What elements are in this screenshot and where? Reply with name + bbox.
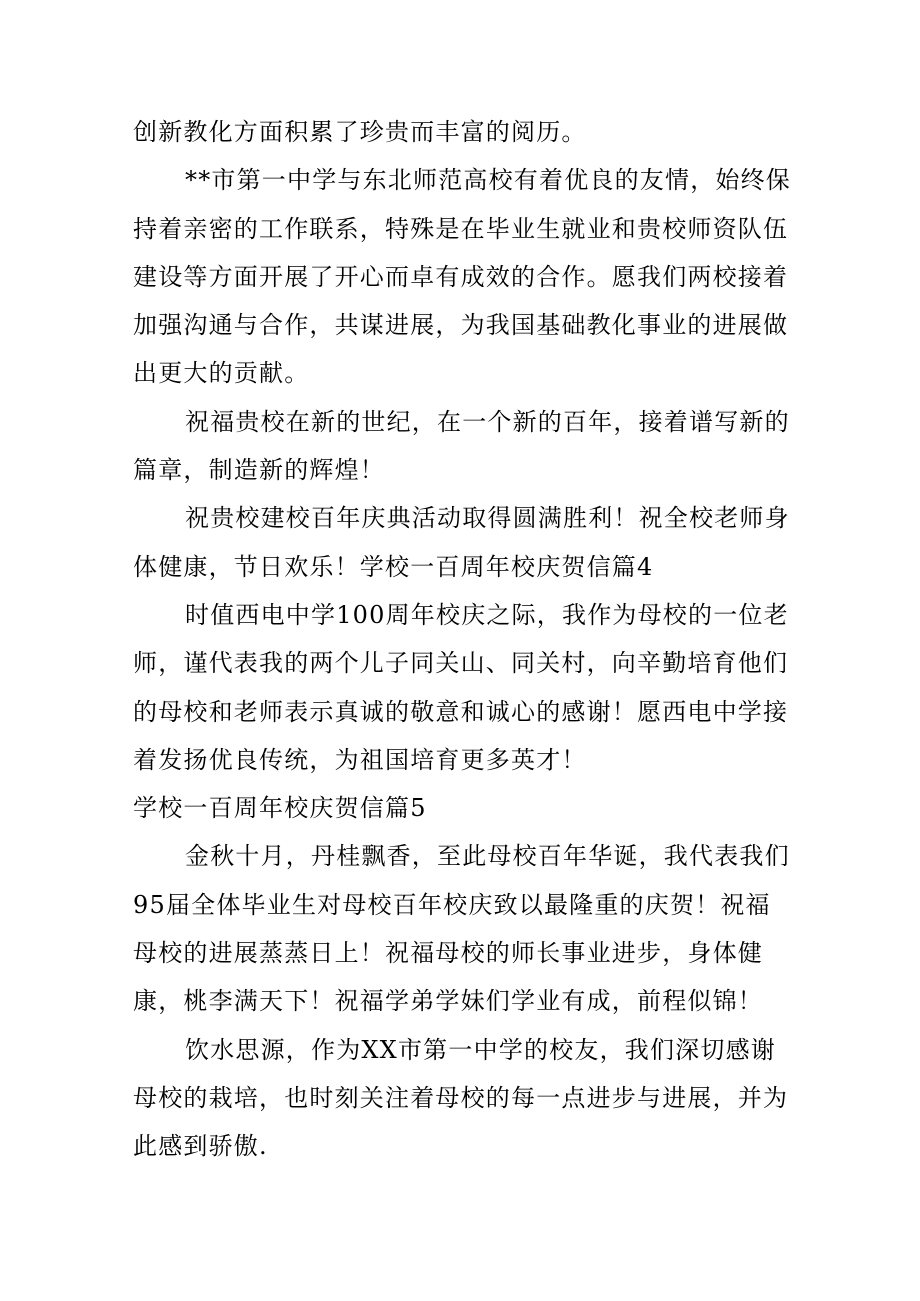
paragraph: 创新教化方面积累了珍贵而丰富的阅历。 [133, 118, 587, 146]
paragraph: 饮水思源，作为XX市第一中学的校友，我们深切感谢母校的栽培，也时刻关注着母校的每一点进步与进展，并为此感到骄傲. [133, 1035, 789, 1161]
paragraph: 祝福贵校在新的世纪，在一个新的百年，接着谱写新的篇章，制造新的辉煌！ [133, 407, 790, 485]
paragraph: 金秋十月，丹桂飘香，至此母校百年华诞，我代表我们95届全体毕业生对母校百年校庆致以最隆重的庆贺！祝福母校的进展蒸蒸日上！祝福母校的师长事业进步，身体健康，桃李满天下！祝福学弟学妹们学业有成，前程似锦！ [133, 842, 790, 1016]
section-heading: 学校一百周年校庆贺信篇5 [133, 794, 427, 823]
paragraph: **市第一中学与东北师范高校有着优良的友情，始终保持着亲密的工作联系，特殊是在毕业生就业和贵校师资队伍建设等方面开展了开心而卓有成效的合作。愿我们两校接着加强沟通与合作，共谋进展，为我国基础教化事业的进展做出更大的贡献。 [133, 166, 791, 388]
document-body [133, 108, 793, 1171]
paragraph: 祝贵校建校百年庆典活动取得圆满胜利！祝全校老师身体健康，节日欢乐！学校一百周年校庆贺信篇4 [133, 504, 790, 581]
paragraph: 时值西电中学100周年校庆之际，我作为母校的一位老师，谨代表我的两个儿子同关山、同关村，向辛勤培育他们的母校和老师表示真诚的敬意和诚心的感谢！愿西电中学接着发扬优良传统，为祖国培育更多英才！ [133, 600, 789, 774]
